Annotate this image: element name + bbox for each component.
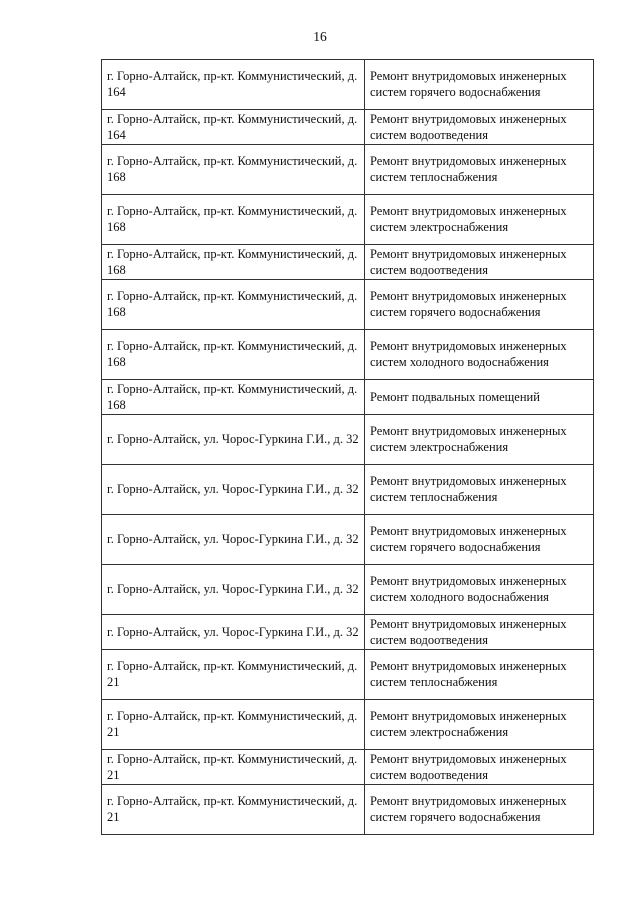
work-type-cell: Ремонт внутридомовых инженерных систем теплоснабжения — [365, 465, 594, 515]
work-type-cell: Ремонт внутридомовых инженерных систем горячего водоснабжения — [365, 280, 594, 330]
work-type-cell: Ремонт внутридомовых инженерных систем горячего водоснабжения — [365, 515, 594, 565]
work-type-cell: Ремонт внутридомовых инженерных систем горячего водоснабжения — [365, 60, 594, 110]
work-type-cell: Ремонт внутридомовых инженерных систем электроснабжения — [365, 700, 594, 750]
work-type-cell: Ремонт внутридомовых инженерных систем водоотведения — [365, 110, 594, 145]
table-row — [102, 380, 594, 415]
address-cell: г. Горно-Алтайск, пр-кт. Коммунистический, д. 168 — [102, 330, 365, 380]
work-type-cell: Ремонт внутридомовых инженерных систем холодного водоснабжения — [365, 330, 594, 380]
work-type-cell: Ремонт внутридомовых инженерных систем холодного водоснабжения — [365, 565, 594, 615]
repair-works-table — [101, 59, 594, 835]
address-cell: г. Горно-Алтайск, пр-кт. Коммунистический, д. 168 — [102, 280, 365, 330]
work-type-cell: Ремонт внутридомовых инженерных систем водоотведения — [365, 615, 594, 650]
address-cell: г. Горно-Алтайск, ул. Чорос-Гуркина Г.И., д. 32 — [102, 565, 365, 615]
table-row — [102, 415, 594, 465]
table-row — [102, 330, 594, 380]
address-cell: г. Горно-Алтайск, пр-кт. Коммунистический, д. 21 — [102, 700, 365, 750]
table-row — [102, 280, 594, 330]
table-row — [102, 60, 594, 110]
address-cell: г. Горно-Алтайск, пр-кт. Коммунистический, д. 168 — [102, 195, 365, 245]
work-type-cell: Ремонт внутридомовых инженерных систем электроснабжения — [365, 195, 594, 245]
table-row — [102, 245, 594, 280]
table-row — [102, 145, 594, 195]
table-row — [102, 195, 594, 245]
address-cell: г. Горно-Алтайск, пр-кт. Коммунистический, д. 21 — [102, 650, 365, 700]
table-row — [102, 465, 594, 515]
table-row — [102, 650, 594, 700]
address-cell: г. Горно-Алтайск, пр-кт. Коммунистический, д. 21 — [102, 785, 365, 835]
work-type-cell: Ремонт внутридомовых инженерных систем электроснабжения — [365, 415, 594, 465]
address-cell: г. Горно-Алтайск, пр-кт. Коммунистический, д. 164 — [102, 110, 365, 145]
address-cell: г. Горно-Алтайск, пр-кт. Коммунистический, д. 164 — [102, 60, 365, 110]
address-cell: г. Горно-Алтайск, ул. Чорос-Гуркина Г.И., д. 32 — [102, 465, 365, 515]
work-type-cell: Ремонт внутридомовых инженерных систем водоотведения — [365, 750, 594, 785]
table-row — [102, 110, 594, 145]
address-cell: г. Горно-Алтайск, пр-кт. Коммунистический, д. 21 — [102, 750, 365, 785]
table-row — [102, 700, 594, 750]
address-cell: г. Горно-Алтайск, ул. Чорос-Гуркина Г.И., д. 32 — [102, 515, 365, 565]
work-type-cell: Ремонт внутридомовых инженерных систем теплоснабжения — [365, 650, 594, 700]
table-row — [102, 615, 594, 650]
table-row — [102, 750, 594, 785]
work-type-cell: Ремонт внутридомовых инженерных систем горячего водоснабжения — [365, 785, 594, 835]
address-cell: г. Горно-Алтайск, пр-кт. Коммунистический, д. 168 — [102, 145, 365, 195]
address-cell: г. Горно-Алтайск, пр-кт. Коммунистический, д. 168 — [102, 245, 365, 280]
work-type-cell: Ремонт подвальных помещений — [365, 380, 594, 415]
address-cell: г. Горно-Алтайск, ул. Чорос-Гуркина Г.И., д. 32 — [102, 615, 365, 650]
address-cell: г. Горно-Алтайск, ул. Чорос-Гуркина Г.И., д. 32 — [102, 415, 365, 465]
work-type-cell: Ремонт внутридомовых инженерных систем водоотведения — [365, 245, 594, 280]
table-row — [102, 515, 594, 565]
address-cell: г. Горно-Алтайск, пр-кт. Коммунистический, д. 168 — [102, 380, 365, 415]
work-type-cell: Ремонт внутридомовых инженерных систем теплоснабжения — [365, 145, 594, 195]
page-number: 16 — [313, 29, 327, 44]
table-row — [102, 565, 594, 615]
table-row — [102, 785, 594, 835]
